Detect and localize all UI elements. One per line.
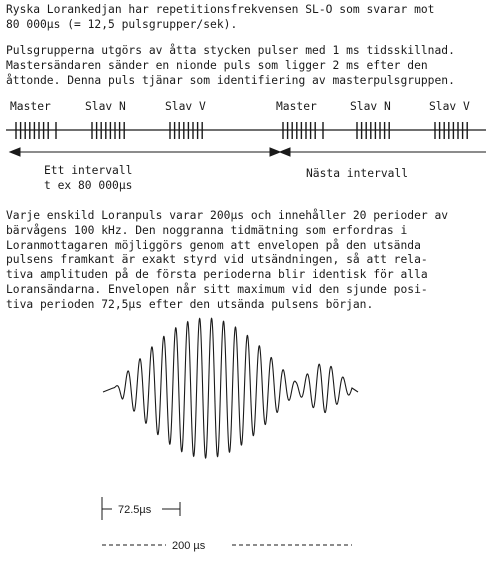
peak-time-label: 72.5µs [118, 504, 152, 516]
intro-line-1: Ryska Lorankedjan har repetitionsfrekvensen SL-O som svarar mot [6, 3, 435, 16]
loran-line-2: bärvågens 100 kHz. Den noggranna tidmätning som erfordras i [6, 223, 408, 237]
label-master-1: Master [10, 100, 51, 113]
label-slav-n-2: Slav N [350, 100, 391, 113]
interval-label-1: Ett intervall [44, 164, 133, 177]
loran-line-5: tiva amplituden på de första perioderna blir identisk för alla [6, 268, 428, 282]
loran-line-4: pulsens framkant är exakt styrd vid utsändningen, så att rela- [6, 253, 428, 267]
interval-arrowhead-right [270, 148, 280, 156]
interval-arrowhead-left [10, 148, 20, 156]
pulse-line-1: Pulsgrupperna utgörs av åtta stycken pulser med 1 ms tidsskillnad. [6, 44, 455, 57]
interval-arrows [10, 148, 486, 156]
pulse-line-3: åttonde. Denna puls tjänar som identifiering av masterpulsgruppen. [6, 73, 455, 87]
loran-line-3: Loranmottagaren möjliggörs genom att envelopen på den utsända [6, 238, 421, 252]
loran-pulse-waveform [103, 318, 358, 458]
loran-line-1: Varje enskild Loranpuls varar 200µs och innehåller 20 perioder av [6, 209, 449, 222]
next-interval-arrowhead [280, 148, 290, 156]
label-master-2: Master [276, 100, 317, 113]
pulse-train-diagram [6, 122, 486, 139]
duration-label: 200 µs [172, 540, 206, 552]
next-interval-label: Nästa intervall [306, 167, 409, 180]
label-slav-n-1: Slav N [85, 100, 126, 113]
loran-line-6: Loransändarna. Envelopen når sitt maximum vid den sjunde posi- [6, 282, 428, 296]
waveform-dimension-lines [102, 497, 352, 545]
label-slav-v-1: Slav V [165, 100, 206, 113]
pulse-line-2: Mastersändaren sänder en nionde puls som ligger 2 ms efter den [6, 58, 428, 72]
interval-label-2: t ex 80 000µs [44, 179, 133, 192]
label-slav-v-2: Slav V [429, 100, 470, 113]
loran-line-7: tiva perioden 72,5µs efter den utsända pulsens början. [6, 297, 374, 311]
intro-line-2: 80 000µs (= 12,5 pulsgrupper/sek). [6, 17, 238, 31]
